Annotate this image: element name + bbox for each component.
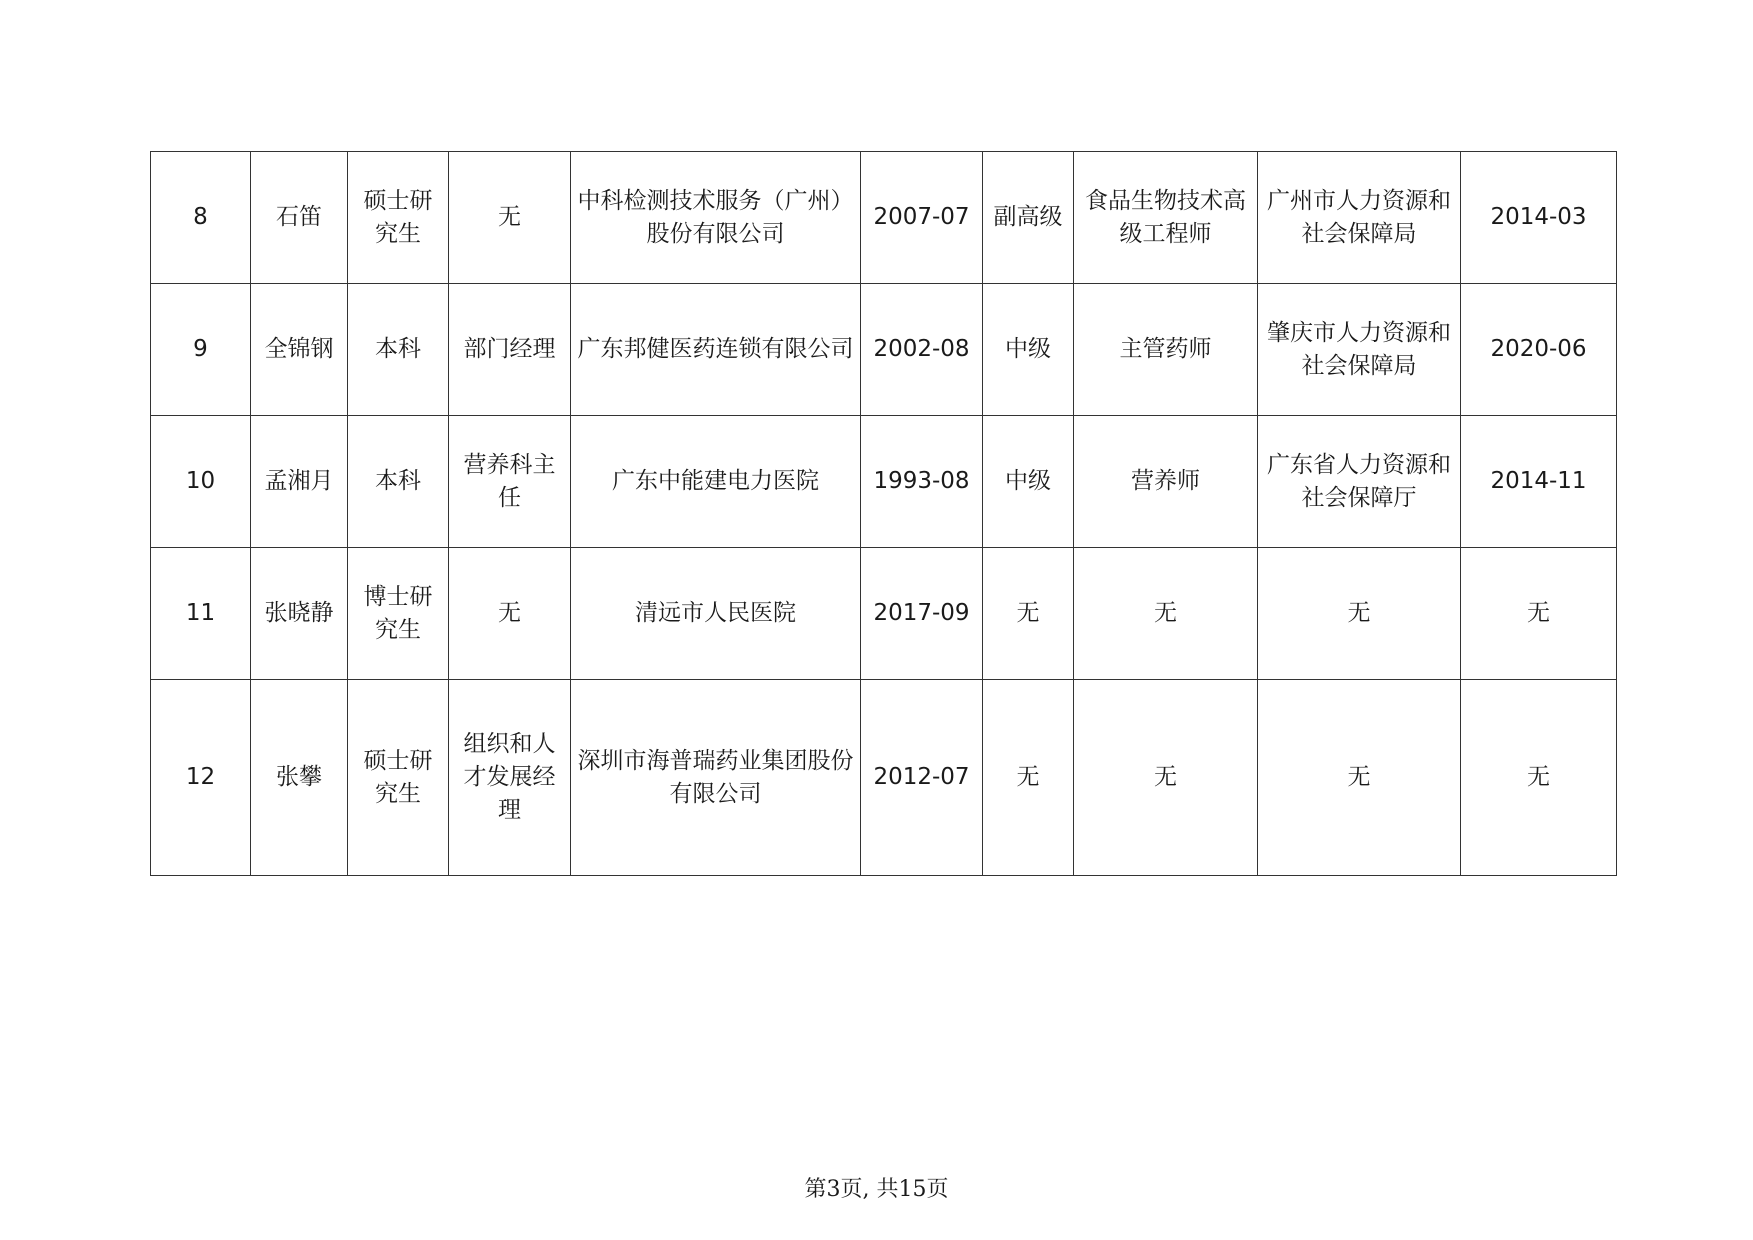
cell-education: 本科: [348, 284, 449, 416]
cell-title-level: 无: [983, 548, 1074, 680]
cell-name: 全锦钢: [251, 284, 348, 416]
cell-start-date: 1993-08: [861, 416, 983, 548]
cell-education: 硕士研究生: [348, 680, 449, 876]
cell-title-name: 营养师: [1074, 416, 1258, 548]
cell-no: 8: [151, 152, 251, 284]
cell-award-date: 2020-06: [1461, 284, 1617, 416]
cell-issuing-authority: 无: [1258, 680, 1461, 876]
cell-award-date: 2014-11: [1461, 416, 1617, 548]
cell-award-date: 无: [1461, 680, 1617, 876]
cell-title-name: 无: [1074, 548, 1258, 680]
cell-name: 孟湘月: [251, 416, 348, 548]
cell-start-date: 2012-07: [861, 680, 983, 876]
cell-position: 无: [449, 152, 571, 284]
table-row: [151, 152, 1617, 284]
cell-title-name: 食品生物技术高级工程师: [1074, 152, 1258, 284]
table-row: [151, 284, 1617, 416]
cell-award-date: 2014-03: [1461, 152, 1617, 284]
table-row: [151, 680, 1617, 876]
cell-name: 石笛: [251, 152, 348, 284]
cell-no: 10: [151, 416, 251, 548]
cell-start-date: 2007-07: [861, 152, 983, 284]
cell-position: 无: [449, 548, 571, 680]
cell-title-level: 无: [983, 680, 1074, 876]
cell-no: 11: [151, 548, 251, 680]
table-row: [151, 548, 1617, 680]
table-row: [151, 416, 1617, 548]
cell-start-date: 2017-09: [861, 548, 983, 680]
cell-position: 组织和人才发展经理: [449, 680, 571, 876]
cell-start-date: 2002-08: [861, 284, 983, 416]
cell-issuing-authority: 无: [1258, 548, 1461, 680]
cell-title-level: 中级: [983, 416, 1074, 548]
cell-no: 12: [151, 680, 251, 876]
cell-title-level: 副高级: [983, 152, 1074, 284]
cell-name: 张攀: [251, 680, 348, 876]
cell-employer: 广东中能建电力医院: [571, 416, 861, 548]
cell-name: 张晓静: [251, 548, 348, 680]
cell-employer: 清远市人民医院: [571, 548, 861, 680]
cell-position: 营养科主任: [449, 416, 571, 548]
cell-award-date: 无: [1461, 548, 1617, 680]
cell-issuing-authority: 肇庆市人力资源和社会保障局: [1258, 284, 1461, 416]
cell-issuing-authority: 广东省人力资源和社会保障厅: [1258, 416, 1461, 548]
cell-issuing-authority: 广州市人力资源和社会保障局: [1258, 152, 1461, 284]
cell-employer: 中科检测技术服务（广州）股份有限公司: [571, 152, 861, 284]
cell-employer: 广东邦健医药连锁有限公司: [571, 284, 861, 416]
cell-no: 9: [151, 284, 251, 416]
cell-employer: 深圳市海普瑞药业集团股份有限公司: [571, 680, 861, 876]
cell-title-level: 中级: [983, 284, 1074, 416]
cell-position: 部门经理: [449, 284, 571, 416]
cell-education: 博士研究生: [348, 548, 449, 680]
page-number-footer: 第3页, 共15页: [804, 1177, 949, 1202]
cell-title-name: 主管药师: [1074, 284, 1258, 416]
personnel-table: [150, 151, 1617, 876]
cell-education: 硕士研究生: [348, 152, 449, 284]
cell-education: 本科: [348, 416, 449, 548]
cell-title-name: 无: [1074, 680, 1258, 876]
